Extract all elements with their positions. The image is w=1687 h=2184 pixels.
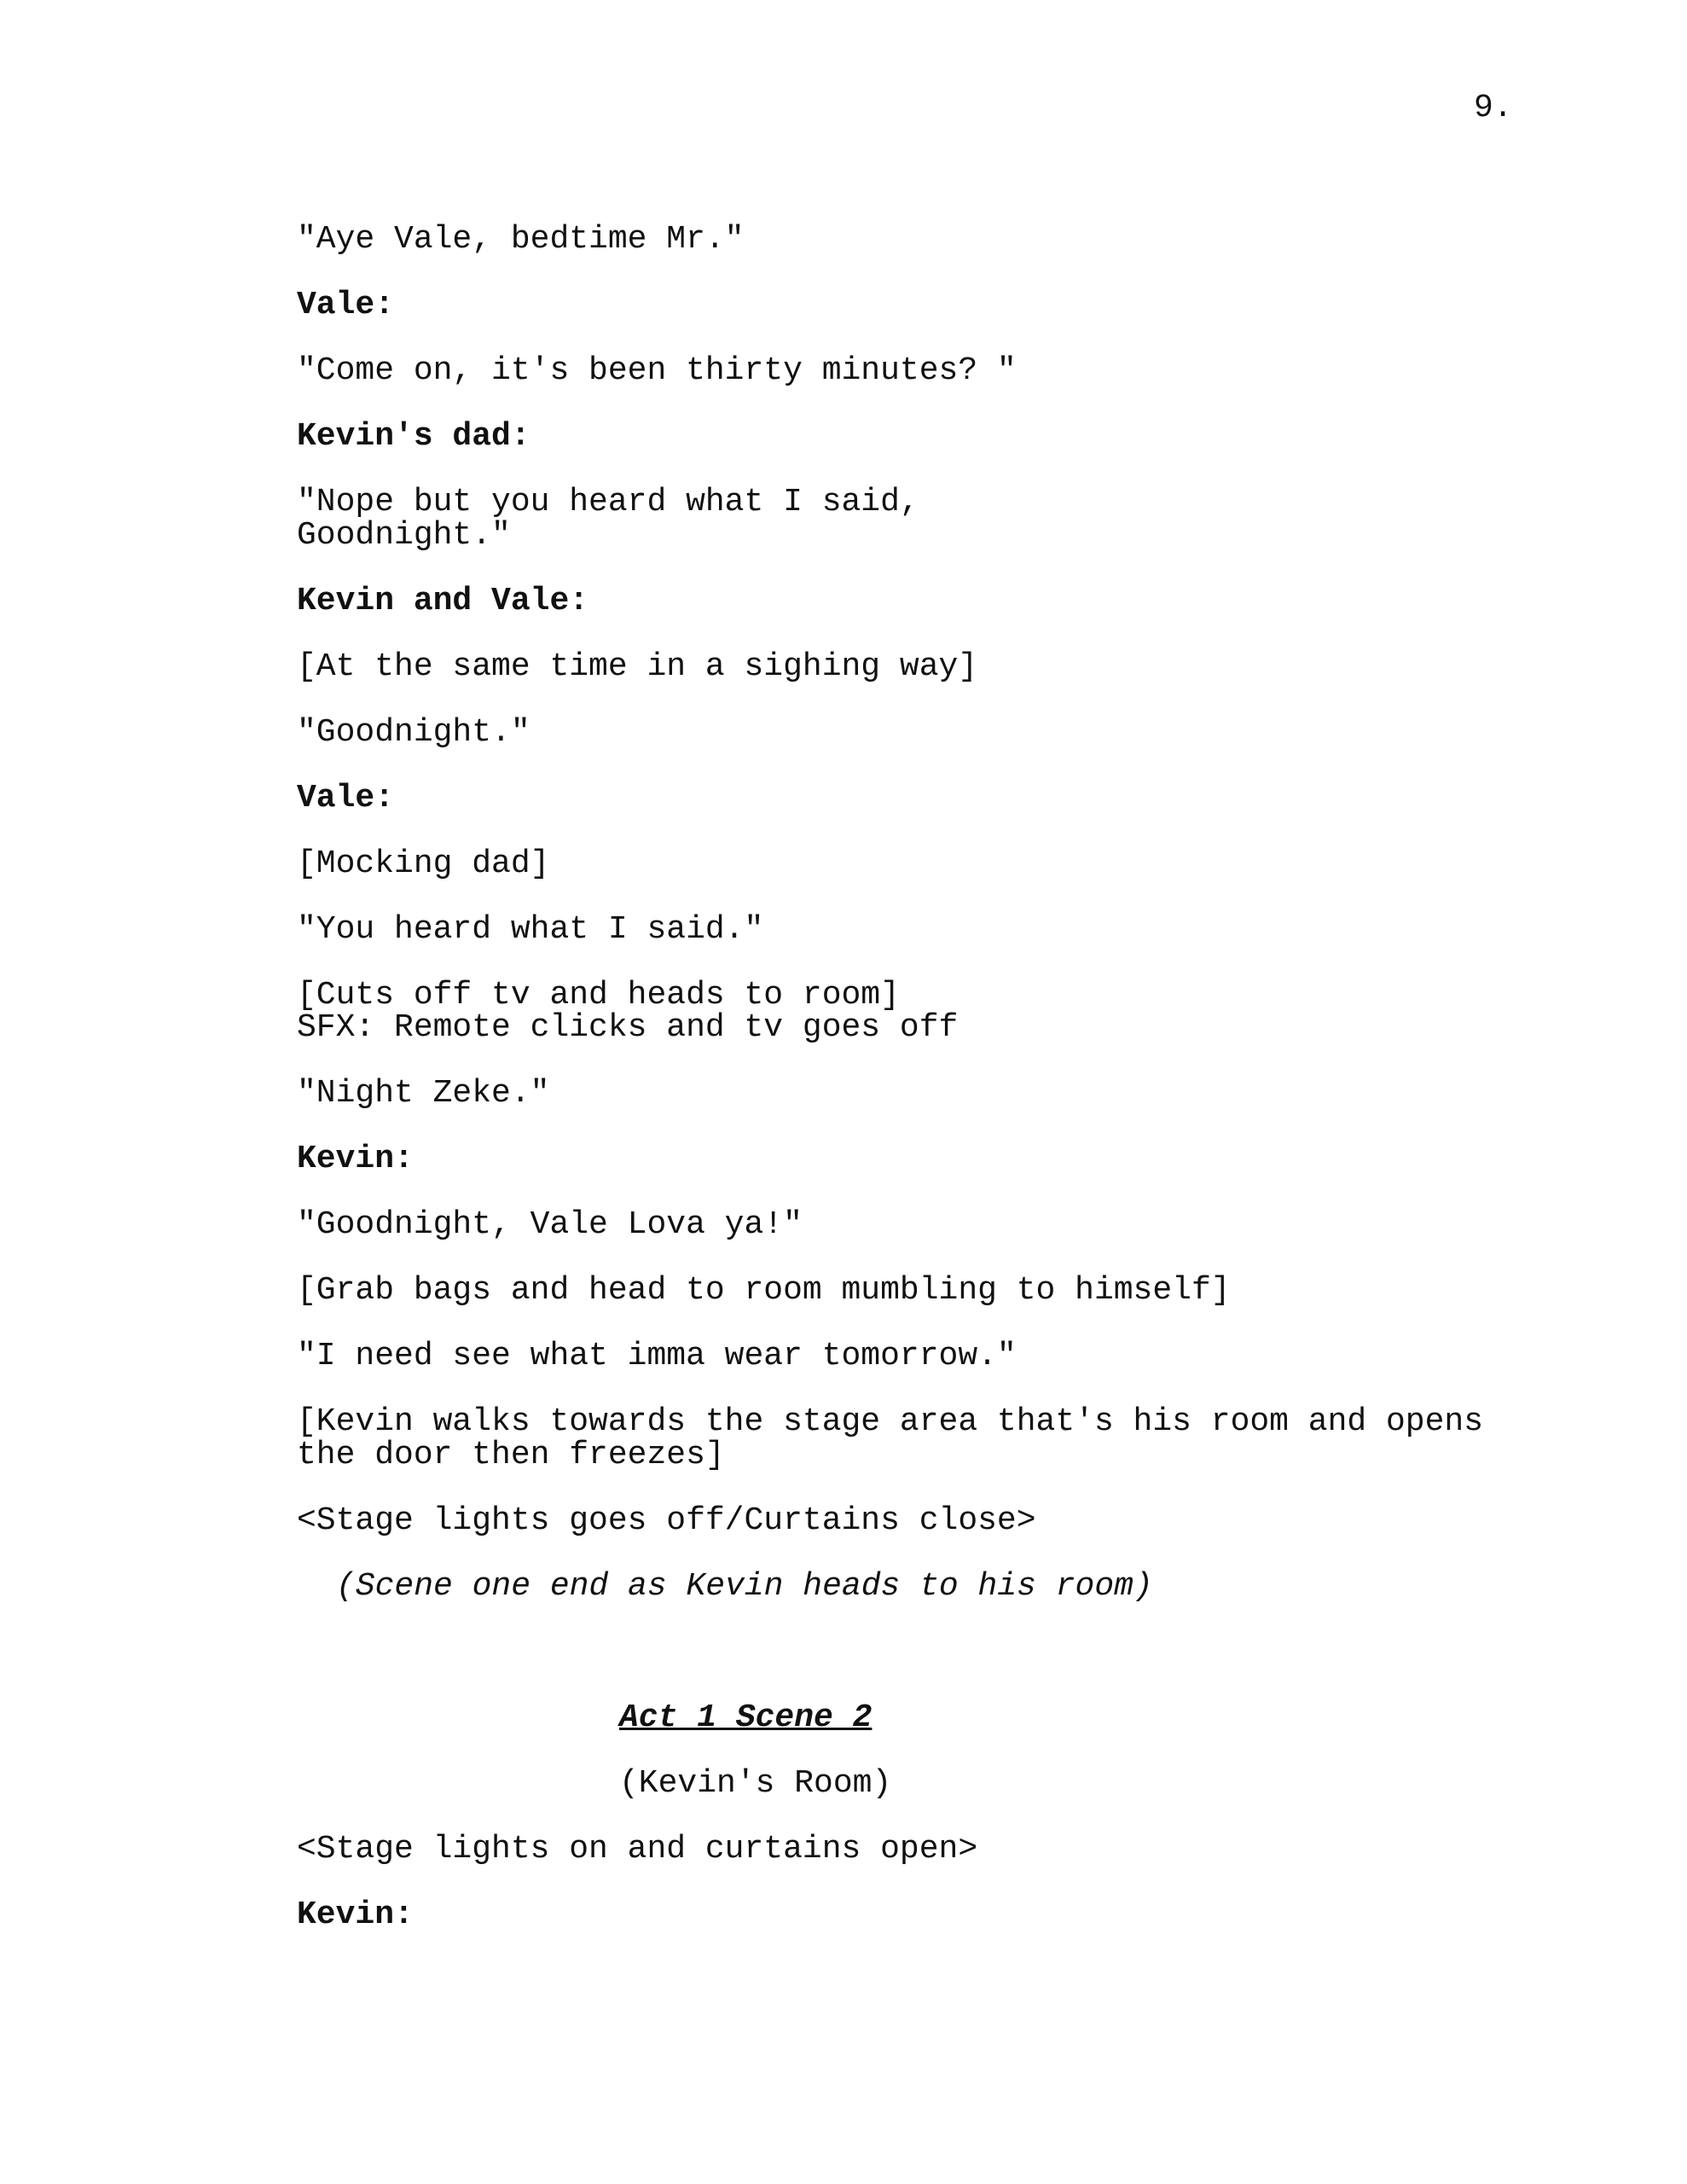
speaker-name: Vale:: [297, 287, 395, 323]
scene-heading-text: Act 1 Scene 2: [619, 1699, 872, 1736]
speaker-name: Kevin:: [297, 1896, 414, 1933]
stage-cue: <Stage lights on and curtains open>: [297, 1830, 978, 1867]
speaker-name: Kevin and Vale:: [297, 582, 589, 619]
dialogue-line: "Goodnight.": [297, 713, 530, 751]
dialogue-line: "Aye Vale, bedtime Mr.": [297, 221, 745, 258]
dialogue-line: "Night Zeke.": [297, 1075, 550, 1112]
speaker-name: Vale:: [297, 779, 395, 816]
script-body: [297, 221, 1516, 1965]
scene-break: [297, 1636, 1516, 1702]
stage-direction: [Grab bags and head to room mumbling to himself]: [297, 1272, 1231, 1309]
stage-direction: [Cuts off tv and heads to room] SFX: Remote clicks and tv goes off: [297, 976, 959, 1046]
scene-end-note: (Scene one end as Kevin heads to his room): [336, 1567, 1153, 1605]
speaker-name: Kevin's dad:: [297, 418, 530, 455]
scene-heading: [297, 1699, 1516, 1736]
dialogue-line: "I need see what imma wear tomorrow.": [297, 1338, 1017, 1374]
dialogue-line: "You heard what I said.": [297, 910, 764, 948]
stage-cue: <Stage lights goes off/Curtains close>: [297, 1502, 1036, 1539]
stage-direction: [At the same time in a sighing way]: [297, 648, 978, 685]
scene-location: (Kevin's Room): [619, 1764, 892, 1802]
dialogue-line: "Nope but you heard what I said, Goodnight.": [297, 484, 919, 554]
stage-direction: [Mocking dad]: [297, 845, 550, 882]
page-number: 9.: [1474, 90, 1513, 126]
dialogue-line: "Goodnight, Vale Lova ya!": [297, 1206, 803, 1243]
dialogue-line: "Come on, it's been thirty minutes? ": [297, 352, 1017, 389]
speaker-name: Kevin:: [297, 1141, 414, 1177]
stage-direction: [Kevin walks towards the stage area that's his room and opens the door then freezes]: [297, 1403, 1484, 1473]
